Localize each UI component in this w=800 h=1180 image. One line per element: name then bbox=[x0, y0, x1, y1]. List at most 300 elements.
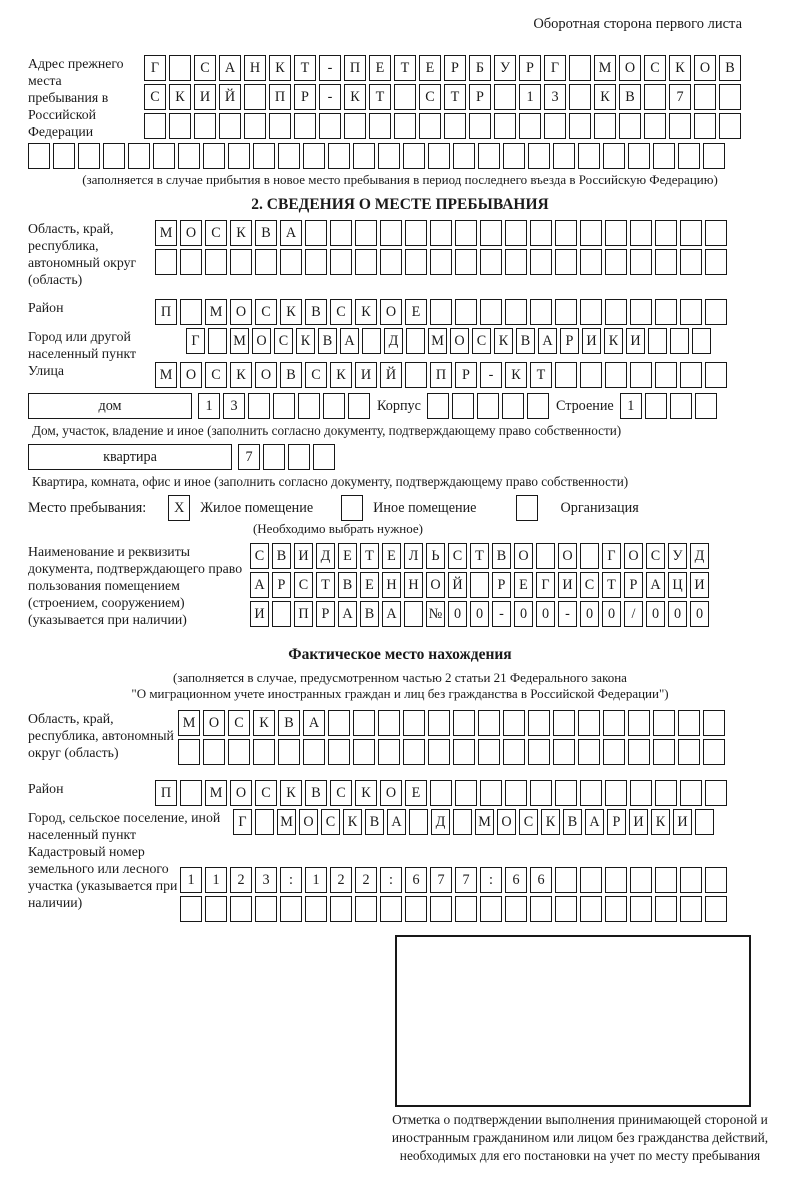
char-cell: Т bbox=[294, 55, 316, 81]
char-cell: 1 bbox=[519, 84, 541, 110]
char-cell bbox=[455, 220, 477, 246]
char-cell bbox=[430, 896, 452, 922]
char-cell bbox=[703, 739, 725, 765]
char-cell: В bbox=[492, 543, 511, 569]
kvartira-line bbox=[28, 444, 800, 473]
korpus-cells bbox=[427, 393, 552, 419]
char-cell: А bbox=[382, 601, 401, 627]
char-cell: С bbox=[321, 809, 340, 835]
char-cell: И bbox=[294, 543, 313, 569]
char-cell bbox=[569, 84, 591, 110]
char-cell bbox=[403, 710, 425, 736]
gorod-label: Город или другой населенный пункт bbox=[28, 329, 137, 361]
char-cell: Д bbox=[690, 543, 709, 569]
char-cell bbox=[655, 299, 677, 325]
char-cell: Т bbox=[470, 543, 489, 569]
char-cell bbox=[180, 249, 202, 275]
char-cell: К bbox=[344, 84, 366, 110]
char-cell bbox=[655, 896, 677, 922]
char-cell bbox=[655, 867, 677, 893]
char-cell bbox=[180, 780, 202, 806]
char-cell: Е bbox=[405, 299, 427, 325]
char-cell bbox=[669, 113, 691, 139]
char-cell bbox=[403, 739, 425, 765]
char-cell: С bbox=[274, 328, 293, 354]
char-cell bbox=[644, 84, 666, 110]
char-cell: С bbox=[519, 809, 538, 835]
char-cell: В bbox=[338, 572, 357, 598]
char-cell bbox=[653, 739, 675, 765]
char-cell bbox=[430, 299, 452, 325]
char-cell bbox=[630, 867, 652, 893]
char-cell: 7 bbox=[669, 84, 691, 110]
char-cell bbox=[680, 867, 702, 893]
char-cell: № bbox=[426, 601, 445, 627]
char-cell bbox=[405, 220, 427, 246]
char-cell bbox=[455, 249, 477, 275]
oblast-label: Область, край, республика, автономный округ (область) bbox=[28, 221, 137, 287]
char-cell bbox=[578, 739, 600, 765]
char-cell: Й bbox=[448, 572, 467, 598]
char-cell: Т bbox=[530, 362, 552, 388]
char-cell: П bbox=[430, 362, 452, 388]
fact-gorod-block bbox=[28, 809, 800, 843]
char-cell: 0 bbox=[646, 601, 665, 627]
char-cell: В bbox=[305, 780, 327, 806]
section2-title: 2. СВЕДЕНИЯ О МЕСТЕ ПРЕБЫВАНИЯ bbox=[251, 196, 549, 213]
char-cell: Н bbox=[382, 572, 401, 598]
char-cell bbox=[403, 143, 425, 169]
char-cell bbox=[695, 393, 717, 419]
char-cell: 1 bbox=[205, 867, 227, 893]
char-cell: М bbox=[205, 780, 227, 806]
char-cell bbox=[330, 896, 352, 922]
char-cell bbox=[313, 444, 335, 470]
char-cell bbox=[655, 780, 677, 806]
char-cell bbox=[427, 393, 449, 419]
char-cell bbox=[528, 739, 550, 765]
char-cell: - bbox=[319, 84, 341, 110]
char-cell: С bbox=[644, 55, 666, 81]
char-cell bbox=[478, 739, 500, 765]
char-cell: О bbox=[255, 362, 277, 388]
char-cell bbox=[580, 867, 602, 893]
char-cell: С bbox=[255, 780, 277, 806]
char-cell: И bbox=[582, 328, 601, 354]
char-cell: Б bbox=[469, 55, 491, 81]
char-cell bbox=[380, 220, 402, 246]
char-cell bbox=[169, 55, 191, 81]
char-cell bbox=[580, 249, 602, 275]
char-cell bbox=[580, 896, 602, 922]
char-cell bbox=[628, 710, 650, 736]
doc-label: Наименование и реквизиты документа, подтверждающего право пользования помещением (строением, сооружением) (указывается при наличии) bbox=[28, 544, 243, 627]
fact-rayon-row bbox=[155, 780, 730, 806]
mesto-line bbox=[28, 495, 800, 521]
rayon-block bbox=[28, 299, 800, 328]
char-cell: А bbox=[585, 809, 604, 835]
char-cell bbox=[680, 780, 702, 806]
char-cell: С bbox=[205, 362, 227, 388]
char-cell bbox=[455, 780, 477, 806]
char-cell: Г bbox=[602, 543, 621, 569]
char-cell bbox=[569, 55, 591, 81]
char-cell bbox=[480, 249, 502, 275]
char-cell bbox=[480, 220, 502, 246]
char-cell bbox=[405, 249, 427, 275]
char-cell: С bbox=[255, 299, 277, 325]
prev-address-row-2 bbox=[144, 84, 744, 110]
char-cell bbox=[705, 896, 727, 922]
char-cell bbox=[555, 220, 577, 246]
char-cell bbox=[405, 362, 427, 388]
char-cell bbox=[323, 393, 345, 419]
char-cell: И bbox=[690, 572, 709, 598]
fact-note-1: (заполняется в случае, предусмотренном частью 2 статьи 21 Федерального закона bbox=[173, 670, 627, 685]
char-cell: И bbox=[629, 809, 648, 835]
char-cell: К bbox=[230, 220, 252, 246]
dom-line bbox=[28, 393, 800, 422]
char-cell bbox=[569, 113, 591, 139]
char-cell: Р bbox=[455, 362, 477, 388]
char-cell bbox=[694, 84, 716, 110]
char-cell: В bbox=[272, 543, 291, 569]
char-cell bbox=[630, 896, 652, 922]
char-cell bbox=[378, 710, 400, 736]
char-cell: К bbox=[355, 780, 377, 806]
doc-row-3 bbox=[250, 601, 712, 627]
char-cell bbox=[244, 113, 266, 139]
fact-rayon-label: Район bbox=[28, 781, 64, 796]
char-cell bbox=[705, 780, 727, 806]
char-cell bbox=[328, 739, 350, 765]
char-cell bbox=[470, 572, 489, 598]
char-cell: М bbox=[428, 328, 447, 354]
char-cell bbox=[255, 249, 277, 275]
char-cell bbox=[453, 739, 475, 765]
char-cell: Р bbox=[607, 809, 626, 835]
char-cell: 0 bbox=[536, 601, 555, 627]
char-cell: К bbox=[669, 55, 691, 81]
char-cell: В bbox=[719, 55, 741, 81]
char-cell bbox=[578, 710, 600, 736]
doc-row-2 bbox=[250, 572, 712, 598]
char-cell bbox=[353, 739, 375, 765]
rayon-label: Район bbox=[28, 300, 64, 315]
char-cell bbox=[305, 249, 327, 275]
char-cell: С bbox=[194, 55, 216, 81]
char-cell: - bbox=[480, 362, 502, 388]
char-cell: 0 bbox=[690, 601, 709, 627]
dom-cells bbox=[198, 393, 373, 419]
header-note: Оборотная сторона первого листа bbox=[533, 16, 742, 32]
char-cell bbox=[378, 143, 400, 169]
char-cell bbox=[303, 143, 325, 169]
char-cell: О bbox=[514, 543, 533, 569]
char-cell bbox=[605, 867, 627, 893]
char-cell bbox=[530, 780, 552, 806]
char-cell bbox=[430, 780, 452, 806]
korpus-label: Корпус bbox=[377, 398, 421, 414]
char-cell: И bbox=[250, 601, 269, 627]
char-cell: Г bbox=[544, 55, 566, 81]
char-cell bbox=[580, 362, 602, 388]
char-cell: Д bbox=[431, 809, 450, 835]
char-cell: О bbox=[180, 362, 202, 388]
char-cell: Е bbox=[338, 543, 357, 569]
char-cell: 6 bbox=[530, 867, 552, 893]
char-cell bbox=[353, 143, 375, 169]
char-cell: А bbox=[303, 710, 325, 736]
char-cell bbox=[208, 328, 227, 354]
char-cell bbox=[653, 710, 675, 736]
char-cell: С bbox=[646, 543, 665, 569]
char-cell: О bbox=[426, 572, 445, 598]
char-cell: Р bbox=[492, 572, 511, 598]
char-cell: А bbox=[340, 328, 359, 354]
char-cell bbox=[303, 739, 325, 765]
char-cell bbox=[644, 113, 666, 139]
char-cell bbox=[278, 143, 300, 169]
char-cell bbox=[319, 113, 341, 139]
char-cell bbox=[680, 299, 702, 325]
char-cell: А bbox=[538, 328, 557, 354]
char-cell: Ц bbox=[668, 572, 687, 598]
mesto-note: (Необходимо выбрать нужное) bbox=[252, 521, 424, 536]
char-cell bbox=[230, 896, 252, 922]
char-cell bbox=[555, 867, 577, 893]
char-cell: У bbox=[668, 543, 687, 569]
char-cell bbox=[430, 220, 452, 246]
kadastr-row-2 bbox=[180, 896, 730, 922]
char-cell: С bbox=[472, 328, 491, 354]
zhiloe-checkbox: X bbox=[168, 495, 190, 521]
char-cell: С bbox=[305, 362, 327, 388]
char-cell bbox=[278, 739, 300, 765]
prev-address-row-3 bbox=[144, 113, 744, 139]
char-cell bbox=[628, 143, 650, 169]
char-cell bbox=[530, 220, 552, 246]
char-cell: 6 bbox=[505, 867, 527, 893]
char-cell bbox=[528, 710, 550, 736]
kvartira-note: Квартира, комната, офис и иное (заполнить согласно документу, подтверждающему право собственности) bbox=[32, 474, 629, 489]
char-cell bbox=[678, 710, 700, 736]
char-cell: П bbox=[155, 780, 177, 806]
char-cell: Р bbox=[294, 84, 316, 110]
char-cell bbox=[494, 84, 516, 110]
char-cell bbox=[180, 299, 202, 325]
char-cell bbox=[603, 710, 625, 736]
char-cell bbox=[703, 710, 725, 736]
char-cell bbox=[580, 220, 602, 246]
char-cell bbox=[155, 249, 177, 275]
char-cell bbox=[536, 543, 555, 569]
char-cell: В bbox=[619, 84, 641, 110]
char-cell: Л bbox=[404, 543, 423, 569]
fact-note-2: "О миграционном учете иностранных граждан и лиц без гражданства в Российской Федерации") bbox=[131, 686, 669, 701]
char-cell: А bbox=[646, 572, 665, 598]
char-cell: Н bbox=[404, 572, 423, 598]
char-cell: П bbox=[269, 84, 291, 110]
char-cell: О bbox=[230, 780, 252, 806]
char-cell bbox=[480, 780, 502, 806]
char-cell: 0 bbox=[514, 601, 533, 627]
char-cell: 2 bbox=[330, 867, 352, 893]
char-cell: В bbox=[305, 299, 327, 325]
char-cell bbox=[404, 601, 423, 627]
char-cell bbox=[406, 328, 425, 354]
char-cell: И bbox=[673, 809, 692, 835]
char-cell: Е bbox=[514, 572, 533, 598]
char-cell: В bbox=[255, 220, 277, 246]
oblast-block bbox=[28, 220, 800, 288]
char-cell: С bbox=[144, 84, 166, 110]
char-cell bbox=[705, 249, 727, 275]
char-cell: К bbox=[505, 362, 527, 388]
char-cell bbox=[144, 113, 166, 139]
char-cell: : bbox=[480, 867, 502, 893]
char-cell bbox=[553, 143, 575, 169]
char-cell bbox=[605, 362, 627, 388]
fact-oblast-row-1 bbox=[178, 710, 728, 736]
char-cell bbox=[530, 249, 552, 275]
stroenie-cells bbox=[620, 393, 720, 419]
char-cell bbox=[553, 710, 575, 736]
kadastr-label: Кадастровый номер земельного или лесного участка (указывается при наличии) bbox=[28, 844, 178, 910]
prev-address-label: Адрес прежнего места пребывания в Российской Федерации bbox=[28, 56, 124, 139]
char-cell: 3 bbox=[223, 393, 245, 419]
char-cell bbox=[719, 113, 741, 139]
char-cell bbox=[53, 143, 75, 169]
char-cell: 3 bbox=[544, 84, 566, 110]
char-cell: Т bbox=[602, 572, 621, 598]
char-cell: К bbox=[230, 362, 252, 388]
char-cell bbox=[469, 113, 491, 139]
char-cell bbox=[362, 328, 381, 354]
char-cell: М bbox=[205, 299, 227, 325]
char-cell: И bbox=[558, 572, 577, 598]
char-cell bbox=[528, 143, 550, 169]
char-cell: А bbox=[338, 601, 357, 627]
char-cell: Е bbox=[369, 55, 391, 81]
gorod-block bbox=[28, 328, 800, 362]
char-cell bbox=[294, 113, 316, 139]
char-cell bbox=[605, 896, 627, 922]
char-cell: Ь bbox=[426, 543, 445, 569]
char-cell bbox=[328, 710, 350, 736]
char-cell bbox=[409, 809, 428, 835]
char-cell bbox=[355, 896, 377, 922]
char-cell bbox=[670, 393, 692, 419]
char-cell bbox=[680, 362, 702, 388]
char-cell: Р bbox=[560, 328, 579, 354]
char-cell: Т bbox=[444, 84, 466, 110]
fact-gorod-row bbox=[233, 809, 717, 835]
char-cell bbox=[378, 739, 400, 765]
char-cell: 7 bbox=[455, 867, 477, 893]
char-cell bbox=[228, 143, 250, 169]
char-cell: В bbox=[318, 328, 337, 354]
char-cell bbox=[680, 220, 702, 246]
char-cell: К bbox=[355, 299, 377, 325]
char-cell: К bbox=[169, 84, 191, 110]
char-cell: А bbox=[280, 220, 302, 246]
char-cell bbox=[355, 220, 377, 246]
char-cell bbox=[255, 809, 274, 835]
prev-address-note: (заполняется в случае прибытия в новое место пребывания в период последнего въезда в Российскую Федерацию) bbox=[82, 172, 718, 187]
char-cell bbox=[394, 84, 416, 110]
char-cell: И bbox=[626, 328, 645, 354]
char-cell bbox=[263, 444, 285, 470]
char-cell bbox=[272, 601, 291, 627]
char-cell bbox=[452, 393, 474, 419]
char-cell: Е bbox=[382, 543, 401, 569]
char-cell: П bbox=[344, 55, 366, 81]
char-cell: О bbox=[624, 543, 643, 569]
char-cell: Е bbox=[405, 780, 427, 806]
char-cell: 2 bbox=[230, 867, 252, 893]
char-cell: 1 bbox=[305, 867, 327, 893]
char-cell: - bbox=[492, 601, 511, 627]
char-cell bbox=[205, 249, 227, 275]
char-cell: Т bbox=[394, 55, 416, 81]
char-cell: / bbox=[624, 601, 643, 627]
char-cell: Р bbox=[316, 601, 335, 627]
char-cell bbox=[505, 249, 527, 275]
char-cell: Й bbox=[380, 362, 402, 388]
char-cell bbox=[594, 113, 616, 139]
fact-oblast-row-2 bbox=[178, 739, 728, 765]
char-cell: Г bbox=[536, 572, 555, 598]
char-cell bbox=[580, 543, 599, 569]
char-cell: В bbox=[365, 809, 384, 835]
char-cell: С bbox=[294, 572, 313, 598]
char-cell bbox=[655, 249, 677, 275]
char-cell: : bbox=[380, 867, 402, 893]
char-cell bbox=[502, 393, 524, 419]
stamp-caption: Отметка о подтверждении выполнения принимающей стороной и иностранным гражданином или лицом без гражданства действий, необходимых для его постановки на учет по месту пребывания bbox=[391, 1112, 769, 1163]
char-cell bbox=[630, 299, 652, 325]
char-cell: 0 bbox=[668, 601, 687, 627]
char-cell bbox=[219, 113, 241, 139]
char-cell: У bbox=[494, 55, 516, 81]
char-cell bbox=[180, 896, 202, 922]
char-cell: 0 bbox=[602, 601, 621, 627]
char-cell bbox=[394, 113, 416, 139]
char-cell bbox=[605, 780, 627, 806]
char-cell bbox=[605, 249, 627, 275]
char-cell bbox=[678, 143, 700, 169]
char-cell bbox=[630, 780, 652, 806]
char-cell: 0 bbox=[448, 601, 467, 627]
char-cell: К bbox=[604, 328, 623, 354]
rayon-row bbox=[155, 299, 730, 325]
char-cell bbox=[305, 220, 327, 246]
char-cell bbox=[380, 249, 402, 275]
char-cell: И bbox=[355, 362, 377, 388]
char-cell bbox=[453, 710, 475, 736]
char-cell: К bbox=[280, 780, 302, 806]
char-cell: М bbox=[277, 809, 296, 835]
fact-title: Фактическое место нахождения bbox=[288, 646, 512, 663]
char-cell bbox=[655, 362, 677, 388]
char-cell bbox=[453, 809, 472, 835]
prev-address-row-4 bbox=[28, 143, 800, 169]
stroenie-label: Строение bbox=[555, 398, 614, 414]
char-cell: О bbox=[450, 328, 469, 354]
char-cell: О bbox=[497, 809, 516, 835]
zhiloe-label: Жилое помещение bbox=[200, 500, 314, 516]
